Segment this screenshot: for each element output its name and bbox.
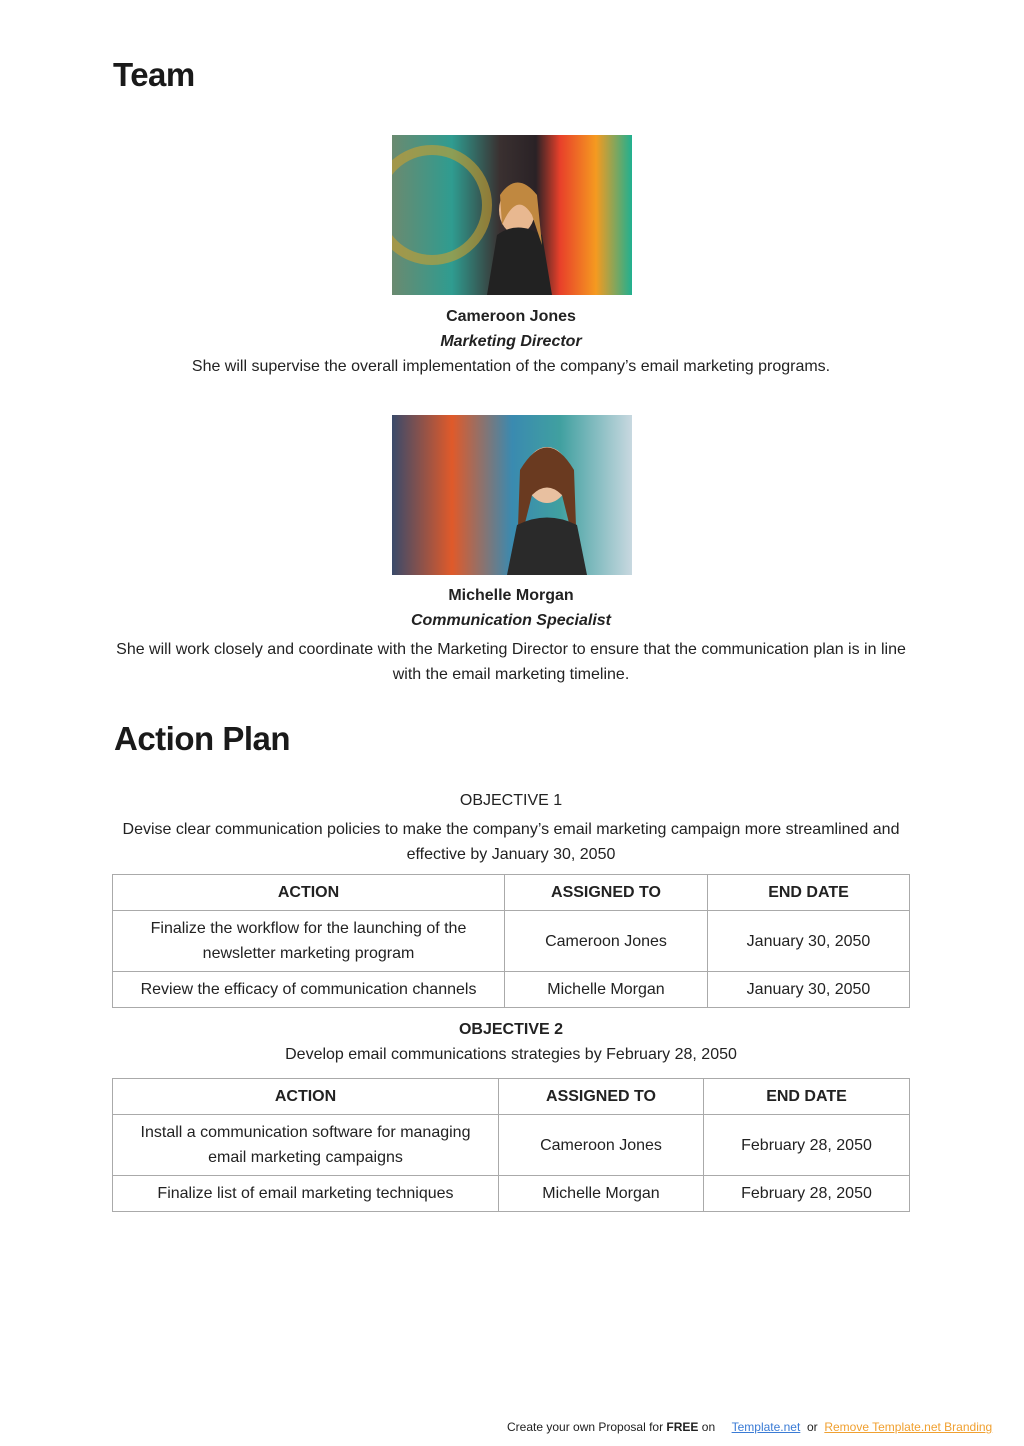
objective-description: Develop email communications strategies by February 28, 2050 — [285, 1046, 737, 1063]
header-end-date: END DATE — [704, 1079, 910, 1115]
cell-assigned-to: Michelle Morgan — [499, 1176, 704, 1212]
footer-or: or — [806, 1420, 818, 1434]
member-description: She will work closely and coordinate with the Marketing Director to ensure that the communication plan is in line with the email marketing timeline. — [116, 641, 906, 683]
team-heading: Team — [113, 56, 195, 93]
objective-description: Devise clear communication policies to make the company’s email marketing campaign more streamlined and effective by January 30, 2050 — [122, 821, 900, 863]
table-header-row — [113, 1079, 910, 1115]
cell-assigned-to: Cameroon Jones — [505, 911, 708, 972]
footer-on: on — [701, 1420, 716, 1434]
table-header-row — [113, 875, 910, 911]
cell-end-date: January 30, 2050 — [708, 972, 910, 1008]
objective-title: OBJECTIVE 1 — [459, 792, 563, 809]
table-row — [113, 911, 910, 972]
table-row — [113, 972, 910, 1008]
action-plan-heading: Action Plan — [114, 720, 291, 757]
table-row — [113, 1115, 910, 1176]
cell-action: Review the efficacy of communication channels — [113, 972, 505, 1008]
member-photo-michelle-morgan — [392, 415, 632, 575]
cell-end-date: February 28, 2050 — [704, 1115, 910, 1176]
objective-1-table — [112, 874, 910, 1008]
header-end-date: END DATE — [708, 875, 910, 911]
cell-end-date: January 30, 2050 — [708, 911, 910, 972]
objective-2-table — [112, 1078, 910, 1212]
cell-end-date: February 28, 2050 — [704, 1176, 910, 1212]
remove-branding-link[interactable]: Remove Template.net Branding — [824, 1420, 993, 1434]
member-role: Communication Specialist — [410, 612, 612, 629]
objective-title: OBJECTIVE 2 — [458, 1021, 564, 1038]
table-row — [113, 1176, 910, 1212]
footer-banner — [507, 1420, 992, 1434]
footer-free: FREE — [666, 1420, 699, 1434]
cell-action: Install a communication software for managing email marketing campaigns — [113, 1115, 499, 1176]
member-description: She will supervise the overall implementation of the company’s email marketing programs. — [191, 358, 831, 375]
header-assigned-to: ASSIGNED TO — [499, 1079, 704, 1115]
cell-assigned-to: Cameroon Jones — [499, 1115, 704, 1176]
header-action: ACTION — [113, 875, 505, 911]
header-assigned-to: ASSIGNED TO — [505, 875, 708, 911]
cell-action: Finalize the workflow for the launching of the newsletter marketing program — [113, 911, 505, 972]
member-role: Marketing Director — [440, 333, 582, 350]
header-action: ACTION — [113, 1079, 499, 1115]
cell-action: Finalize list of email marketing techniques — [113, 1176, 499, 1212]
footer-prefix: Create your own Proposal for — [507, 1420, 664, 1434]
member-name-michelle-morgan: Michelle Morgan — [448, 587, 574, 604]
member-name-cameroon-jones: Cameroon Jones — [446, 308, 576, 325]
member-photo-cameroon-jones — [392, 135, 632, 295]
cell-assigned-to: Michelle Morgan — [505, 972, 708, 1008]
template-net-link[interactable]: Template.net — [731, 1420, 801, 1434]
